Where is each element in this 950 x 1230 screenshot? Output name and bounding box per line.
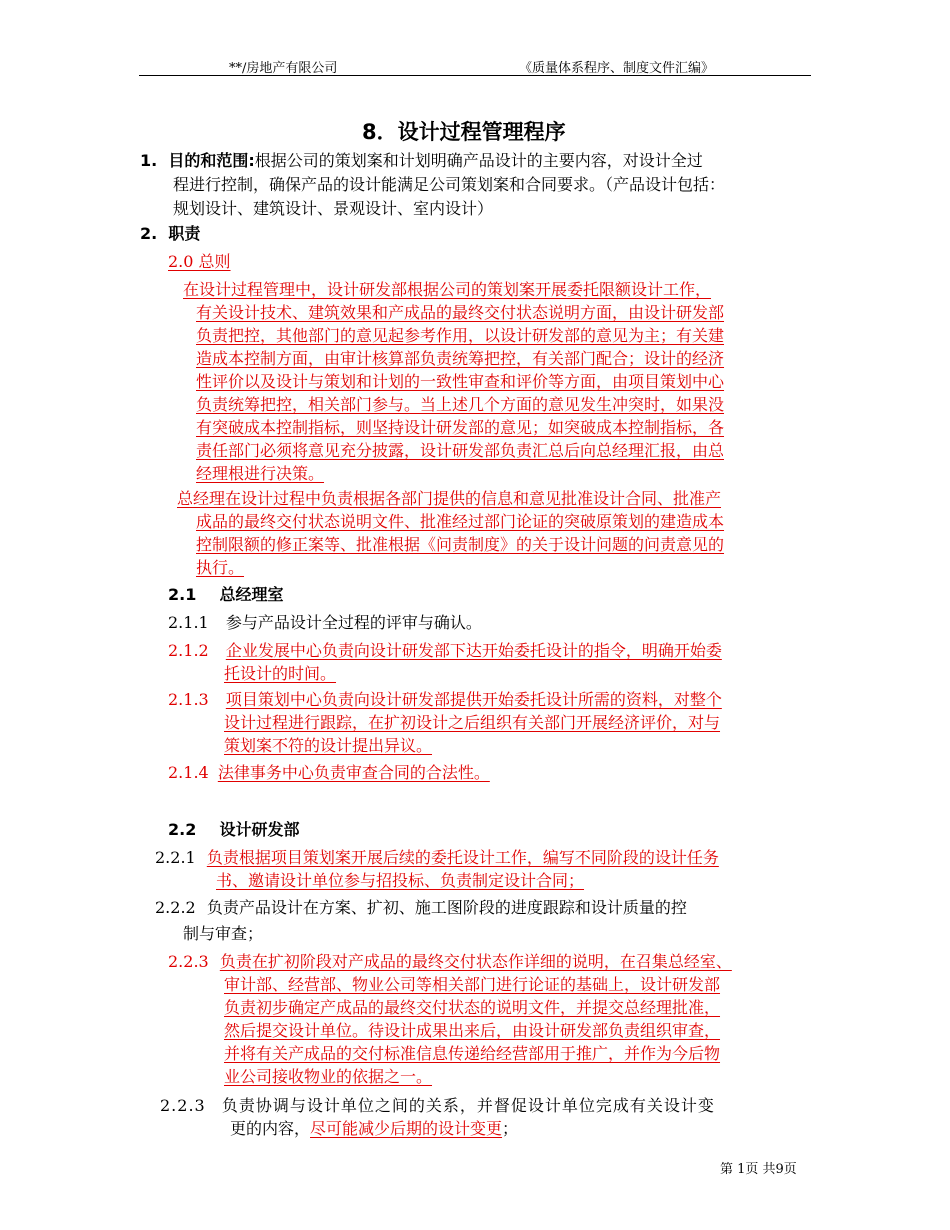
item-text: 企业发展中心负责向设计研发部下达开始委托设计的指令，明确开始委 <box>225 641 722 660</box>
section-2-2-label: 设计研发部 <box>219 820 300 839</box>
header-doc-title: 《质量体系程序、制度文件汇编》 <box>519 61 715 76</box>
item-2-2-3-line-4: 然后提交设计单位。待设计成果出来后，由设计研发部负责组织审查， <box>224 1021 721 1040</box>
item-number: 2.2.1 <box>155 848 196 867</box>
item-2-2-2-line-2: 制与审查； <box>183 924 264 943</box>
s20-para2-line-2: 成品的最终交付状态说明文件、批准经过部门论证的突破原策划的建造成本 <box>196 512 725 531</box>
s20-para1-line-3: 负责把控，其他部门的意见起参考作用，以设计研发部的意见为主；有关建 <box>196 326 725 345</box>
item-2-1-3 <box>168 687 722 710</box>
item-number: 2.1.3 <box>168 690 209 709</box>
item-2-2-3-line-2: 审计部、经营部、物业公司等相关部门进行论证的基础上，设计研发部 <box>224 975 721 994</box>
item-2-2-1-line-2: 书、邀请设计单位参与招投标、负责制定设计合同； <box>216 871 585 890</box>
item-text: 负责在扩初阶段对产成品的最终交付状态作详细的说明，在召集总经室、 <box>219 952 732 971</box>
section-2-heading <box>140 221 200 244</box>
s20-para2-line-4: 执行。 <box>196 558 245 577</box>
section-2-2-heading <box>168 817 299 840</box>
s20-para1-line-8: 责任部门必须将意见充分披露，设计研发部负责汇总后向总经理汇报，由总 <box>196 441 725 460</box>
item-2-1-1 <box>168 610 482 633</box>
item-text: 法律事务中心负责审查合同的合法性。 <box>217 763 490 782</box>
item-number: 2.1.4 <box>168 763 209 782</box>
section-2-1-heading <box>168 582 283 605</box>
item-2-1-4 <box>168 760 490 783</box>
section-1-number: 1. <box>140 151 158 170</box>
section-1-label: 目的和范围: <box>168 151 255 170</box>
header-rule <box>139 75 811 76</box>
item-2-1-2 <box>168 638 722 661</box>
item-2-2-3-line-3: 负责初步确定产成品的最终交付状态的说明文件，并提交总经理批准， <box>224 998 721 1017</box>
item-text: 负责根据项目策划案开展后续的委托设计工作，编写不同阶段的设计任务 <box>206 848 719 867</box>
header-company: **/房地产有限公司 <box>229 61 338 76</box>
s20-para1-line-7: 有突破成本控制指标，则坚持设计研发部的意见；如突破成本控制指标，各 <box>196 418 725 437</box>
item-2-2-3-line-6: 业公司接收物业的依据之一。 <box>224 1067 433 1086</box>
item-2-1-3-line-2: 设计过程进行跟踪，在扩初设计之后组织有关部门开展经济评价，对与 <box>224 713 721 732</box>
item-text: 负责协调与设计单位之间的关系，并督促设计单位完成有关设计变 <box>221 1096 715 1115</box>
item-text: 负责产品设计在方案、扩初、施工图阶段的进度跟踪和设计质量的控 <box>206 898 687 917</box>
item-number: 2.1.1 <box>168 613 209 632</box>
s20-para2-line-3: 控制限额的修正案等、批准根据《问责制度》的关于设计问题的问责意见的 <box>196 535 725 554</box>
s20-para1-line-4: 造成本控制方面，由审计核算部负责统筹把控，有关部门配合；设计的经济 <box>196 349 725 368</box>
section-1-line-3: 规划设计、建筑设计、景观设计、室内设计） <box>173 199 494 218</box>
s20-para1-line-5: 性评价以及设计与策划和计划的一致性审查和评价等方面，由项目策划中心 <box>196 372 725 391</box>
item-2-1-3-line-3: 策划案不符的设计提出异议。 <box>224 736 433 755</box>
item-text-end: ； <box>502 1119 519 1138</box>
item-number: 2.2.3 <box>160 1096 206 1115</box>
section-2-2-number: 2.2 <box>168 820 197 839</box>
item-number: 2.2.2 <box>155 898 196 917</box>
s20-para2-line-1: 总经理在设计过程中负责根据各部门提供的信息和意见批准设计合同、批准产 <box>177 489 722 508</box>
item-text-plain: 更的内容， <box>230 1119 311 1138</box>
item-2-2-1 <box>155 845 719 868</box>
s20-para1-line-9: 经理根进行决策。 <box>196 464 325 483</box>
section-2-0-heading: 2.0 总则 <box>168 252 231 271</box>
item-2-1-2-line-2: 托设计的时间。 <box>224 664 337 683</box>
item-2-2-3-line-5: 并将有关产成品的交付标准信息传递给经营部用于推广，并作为今后物 <box>224 1044 721 1063</box>
item-number: 2.2.3 <box>168 952 209 971</box>
item-2-2-3b <box>160 1093 715 1116</box>
item-2-2-3 <box>168 949 732 972</box>
item-text: 参与产品设计全过程的评审与确认。 <box>225 613 482 632</box>
s20-para1-line-1: 在设计过程管理中，设计研发部根据公司的策划案开展委托限额设计工作， <box>183 280 712 299</box>
item-number: 2.1.2 <box>168 641 209 660</box>
item-text-highlight: 尽可能减少后期的设计变更 <box>310 1119 503 1138</box>
s20-para1-line-6: 负责统筹把控，相关部门参与。当上述几个方面的意见发生冲突时，如果没 <box>196 395 725 414</box>
section-1-text: 根据公司的策划案和计划明确产品设计的主要内容，对设计全过 <box>254 151 703 170</box>
item-2-2-3b-line-2 <box>230 1116 518 1139</box>
section-2-label: 职责 <box>168 224 201 243</box>
item-text: 项目策划中心负责向设计研发部提供开始委托设计所需的资料，对整个 <box>225 690 722 709</box>
section-2-1-label: 总经理室 <box>219 585 284 604</box>
section-2-number: 2. <box>140 224 158 243</box>
section-2-1-number: 2.1 <box>168 585 197 604</box>
s20-para1-line-2: 有关设计技术、建筑效果和产成品的最终交付状态说明方面，由设计研发部 <box>196 303 725 322</box>
section-1-line-2: 程进行控制，确保产品的设计能满足公司策划案和合同要求。（产品设计包括： <box>173 175 726 194</box>
section-1-line-1 <box>140 148 703 171</box>
page-number: 第 1页 共9页 <box>720 1162 797 1177</box>
item-2-2-2 <box>155 895 687 918</box>
page-title: 8．设计过程管理程序 <box>362 120 566 144</box>
